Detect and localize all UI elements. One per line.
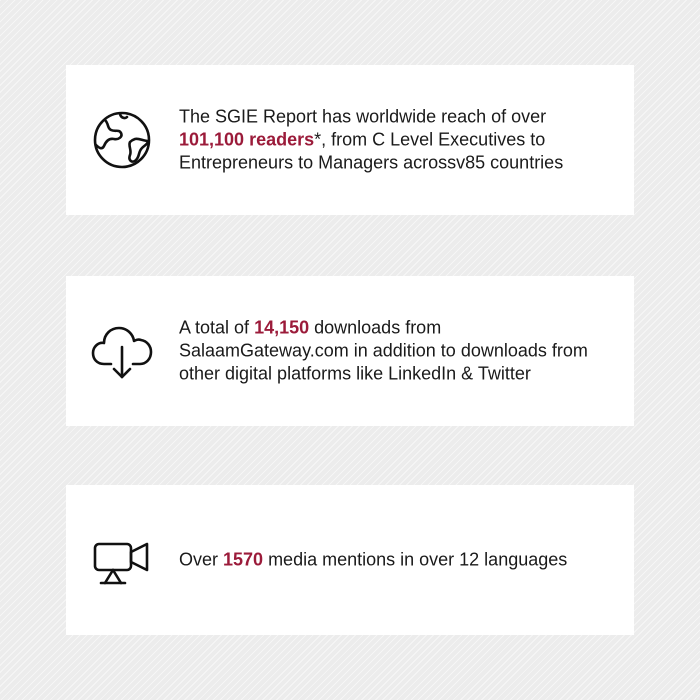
cloud-download-icon xyxy=(90,319,154,383)
video-camera-icon xyxy=(90,528,154,592)
media-count-highlight: 1570 xyxy=(223,549,264,570)
stat-text: Over 1570 media mentions in over 12 languages xyxy=(179,549,568,570)
stat-card-readers xyxy=(66,65,634,215)
globe-icon xyxy=(90,108,154,172)
readers-count-highlight: 101,100 readers xyxy=(179,129,315,150)
stat-card-media xyxy=(66,485,634,635)
stat-text: The SGIE Report has worldwide reach of over 101,100 readers*, from C Level Executives to Entrepreneurs to Managers acrossv85 countries xyxy=(179,106,564,173)
stat-card-downloads xyxy=(66,276,634,426)
stat-text: A total of 14,150 downloads from SalaamGateway.com in addition to downloads from other digital platforms like LinkedIn & Twitter xyxy=(179,317,588,384)
downloads-count-highlight: 14,150 xyxy=(254,317,310,338)
